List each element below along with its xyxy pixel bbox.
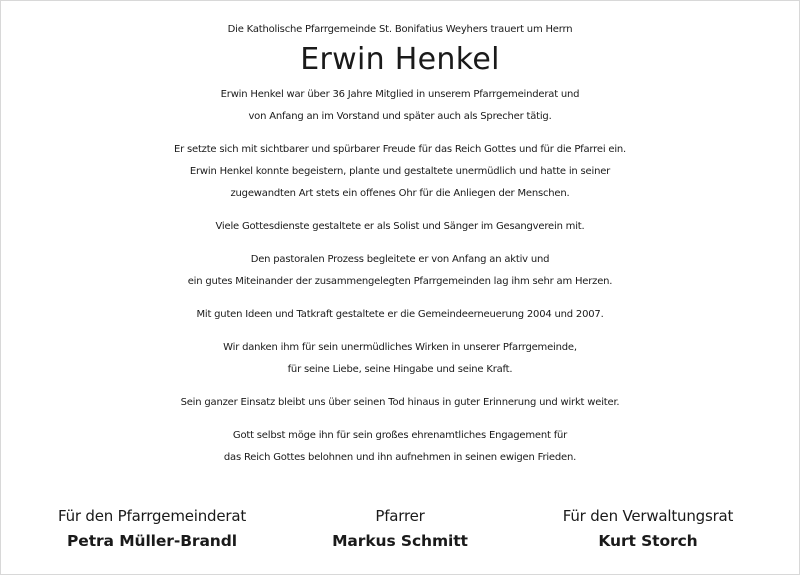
paragraph-line: Viele Gottesdienste gestaltete er als Solist und Sänger im Gesangverein mit. — [215, 221, 585, 232]
paragraph-line: ein gutes Miteinander der zusammengelegten Pfarrgemeinden lag ihm sehr am Herzen. — [187, 276, 613, 287]
signature-name: Petra Müller-Brandl — [67, 532, 237, 550]
paragraph-line: das Reich Gottes belohnen und ihn aufnehmen in seinen ewigen Frieden. — [223, 452, 577, 463]
paragraph-line: für seine Liebe, seine Hingabe und seine Kraft. — [287, 364, 513, 375]
paragraph-line: Gott selbst möge ihn für sein großes ehrenamtliches Engagement für — [232, 430, 568, 441]
deceased-name: Erwin Henkel — [300, 42, 500, 77]
paragraph-line: Erwin Henkel konnte begeistern, plante und gestaltete unermüdlich und hatte in seiner — [189, 166, 611, 177]
paragraph-line: Wir danken ihm für sein unermüdliches Wirken in unserer Pfarrgemeinde, — [223, 342, 577, 353]
paragraph-line: von Anfang an im Vorstand und später auch als Sprecher tätig. — [248, 111, 552, 122]
body-paragraph — [0, 304, 800, 326]
signature-pfarrer — [270, 506, 530, 552]
paragraph-line: zugewandten Art stets ein offenes Ohr für die Anliegen der Menschen. — [230, 188, 570, 199]
signature-role: Pfarrer — [375, 507, 425, 525]
body-paragraph — [0, 216, 800, 238]
body-paragraph — [0, 139, 800, 205]
signature-block — [0, 506, 800, 556]
paragraph-line: Erwin Henkel war über 36 Jahre Mitglied in unserem Pfarrgemeinderat und — [220, 89, 580, 100]
paragraph-line: Sein ganzer Einsatz bleibt uns über seinen Tod hinaus in guter Erinnerung und wirkt weiter. — [180, 397, 620, 408]
signature-verwaltungsrat — [518, 506, 778, 552]
paragraph-line: Mit guten Ideen und Tatkraft gestaltete er die Gemeindeerneuerung 2004 und 2007. — [196, 309, 604, 320]
body-paragraph — [0, 84, 800, 128]
signature-role: Für den Verwaltungsrat — [562, 507, 734, 525]
body-paragraph — [0, 337, 800, 381]
paragraph-line: Den pastoralen Prozess begleitete er von Anfang an aktiv und — [250, 254, 550, 265]
body-paragraph — [0, 392, 800, 414]
body-paragraph — [0, 249, 800, 293]
paragraph-line: Er setzte sich mit sichtbarer und spürbarer Freude für das Reich Gottes und für die Pfarrei ein. — [173, 144, 627, 155]
signature-pfarrgemeinderat — [22, 506, 282, 552]
intro-line: Die Katholische Pfarrgemeinde St. Bonifatius Weyhers trauert um Herrn — [227, 24, 573, 35]
signature-name: Kurt Storch — [598, 532, 698, 550]
obituary-notice — [0, 20, 800, 480]
signature-name: Markus Schmitt — [332, 532, 468, 550]
body-paragraph — [0, 425, 800, 469]
signature-role: Für den Pfarrgemeinderat — [57, 507, 247, 525]
notice-body — [0, 84, 800, 469]
